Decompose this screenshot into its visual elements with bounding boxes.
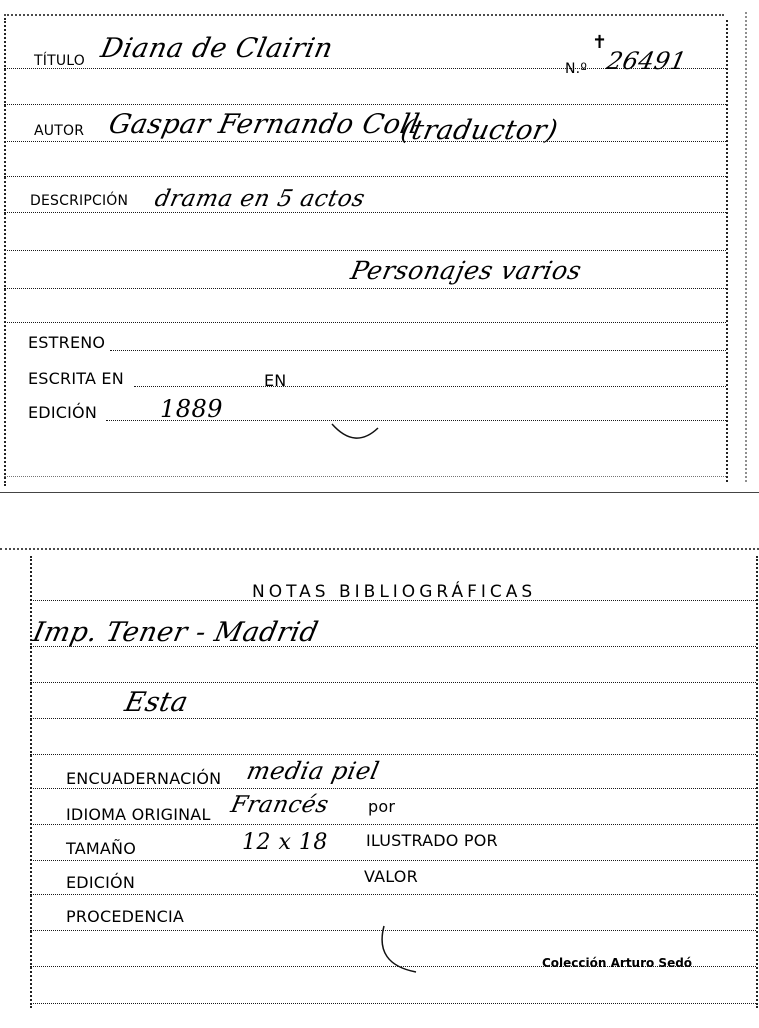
- rule: [30, 682, 756, 683]
- rule: [4, 322, 726, 323]
- procedencia-label: PROCEDENCIA: [66, 907, 185, 926]
- rule: [4, 288, 726, 289]
- rule: [30, 754, 756, 755]
- edicion-label: EDICIÓN: [28, 403, 98, 422]
- scan-edge-top: [0, 548, 759, 558]
- note-line-1: Imp. Tener - Madrid: [30, 617, 322, 648]
- idioma-original-label: IDIOMA ORIGINAL: [66, 805, 211, 824]
- rule: [4, 141, 726, 142]
- tamano-label: TAMAÑO: [66, 839, 136, 858]
- punch-hole: [376, 924, 426, 976]
- escrita-en-label: ESCRITA EN: [28, 369, 124, 388]
- encuadernacion-label: ENCUADERNACIÓN: [66, 769, 222, 788]
- notes-heading: NOTAS BIBLIOGRÁFICAS: [252, 582, 537, 602]
- rule: [30, 718, 756, 719]
- scan-edge-top: [4, 14, 724, 24]
- numero-value: 26491: [604, 47, 690, 75]
- catalog-card-front: [0, 0, 759, 492]
- cross-mark: ✝: [592, 32, 608, 53]
- numero-label: N.º: [565, 61, 588, 77]
- titulo-value: Diana de Clairin: [98, 33, 336, 64]
- descripcion-value: drama en 5 actos: [152, 186, 368, 212]
- card-border-left: [4, 18, 6, 486]
- descripcion-value-2: Personajes varios: [348, 256, 585, 285]
- rule: [134, 386, 726, 387]
- ilustrado-por-label: ILUSTRADO POR: [366, 831, 498, 850]
- rule: [30, 860, 756, 861]
- autor-value: Gaspar Fernando Coll: [106, 109, 423, 140]
- estreno-label: ESTRENO: [28, 333, 106, 352]
- punch-hole: [330, 420, 380, 444]
- card-separator: [0, 492, 759, 493]
- rule: [30, 824, 756, 825]
- edicion-label: EDICIÓN: [66, 873, 136, 892]
- valor-label: VALOR: [364, 867, 418, 886]
- card-border-right: [756, 556, 758, 1008]
- rule: [4, 250, 726, 251]
- autor-label: AUTOR: [34, 123, 85, 139]
- rule: [4, 212, 726, 213]
- card-border-right: [726, 20, 728, 482]
- rule: [30, 894, 756, 895]
- note-line-2: Esta: [122, 687, 192, 718]
- titulo-label: TÍTULO: [34, 53, 85, 69]
- rule: [30, 788, 756, 789]
- por-label: por: [368, 797, 396, 816]
- rule: [4, 176, 726, 177]
- autor-note: (traductor): [398, 115, 561, 146]
- rule: [30, 1003, 756, 1004]
- rule: [4, 104, 726, 105]
- rule: [4, 476, 726, 477]
- en-label: EN: [264, 371, 287, 390]
- descripcion-label: DESCRIPCIÓN: [30, 193, 129, 209]
- rule: [110, 350, 726, 351]
- collection-credit: Colección Arturo Sedó: [542, 956, 693, 970]
- edicion-value: 1889: [160, 395, 224, 423]
- tamano-value: 12 x 18: [242, 830, 328, 855]
- encuadernacion-value: media piel: [244, 757, 383, 785]
- idioma-original-value: Francés: [228, 792, 332, 818]
- card-border-left: [30, 556, 32, 1008]
- card-border-outer: [745, 12, 747, 482]
- catalog-card-back: [0, 548, 759, 1028]
